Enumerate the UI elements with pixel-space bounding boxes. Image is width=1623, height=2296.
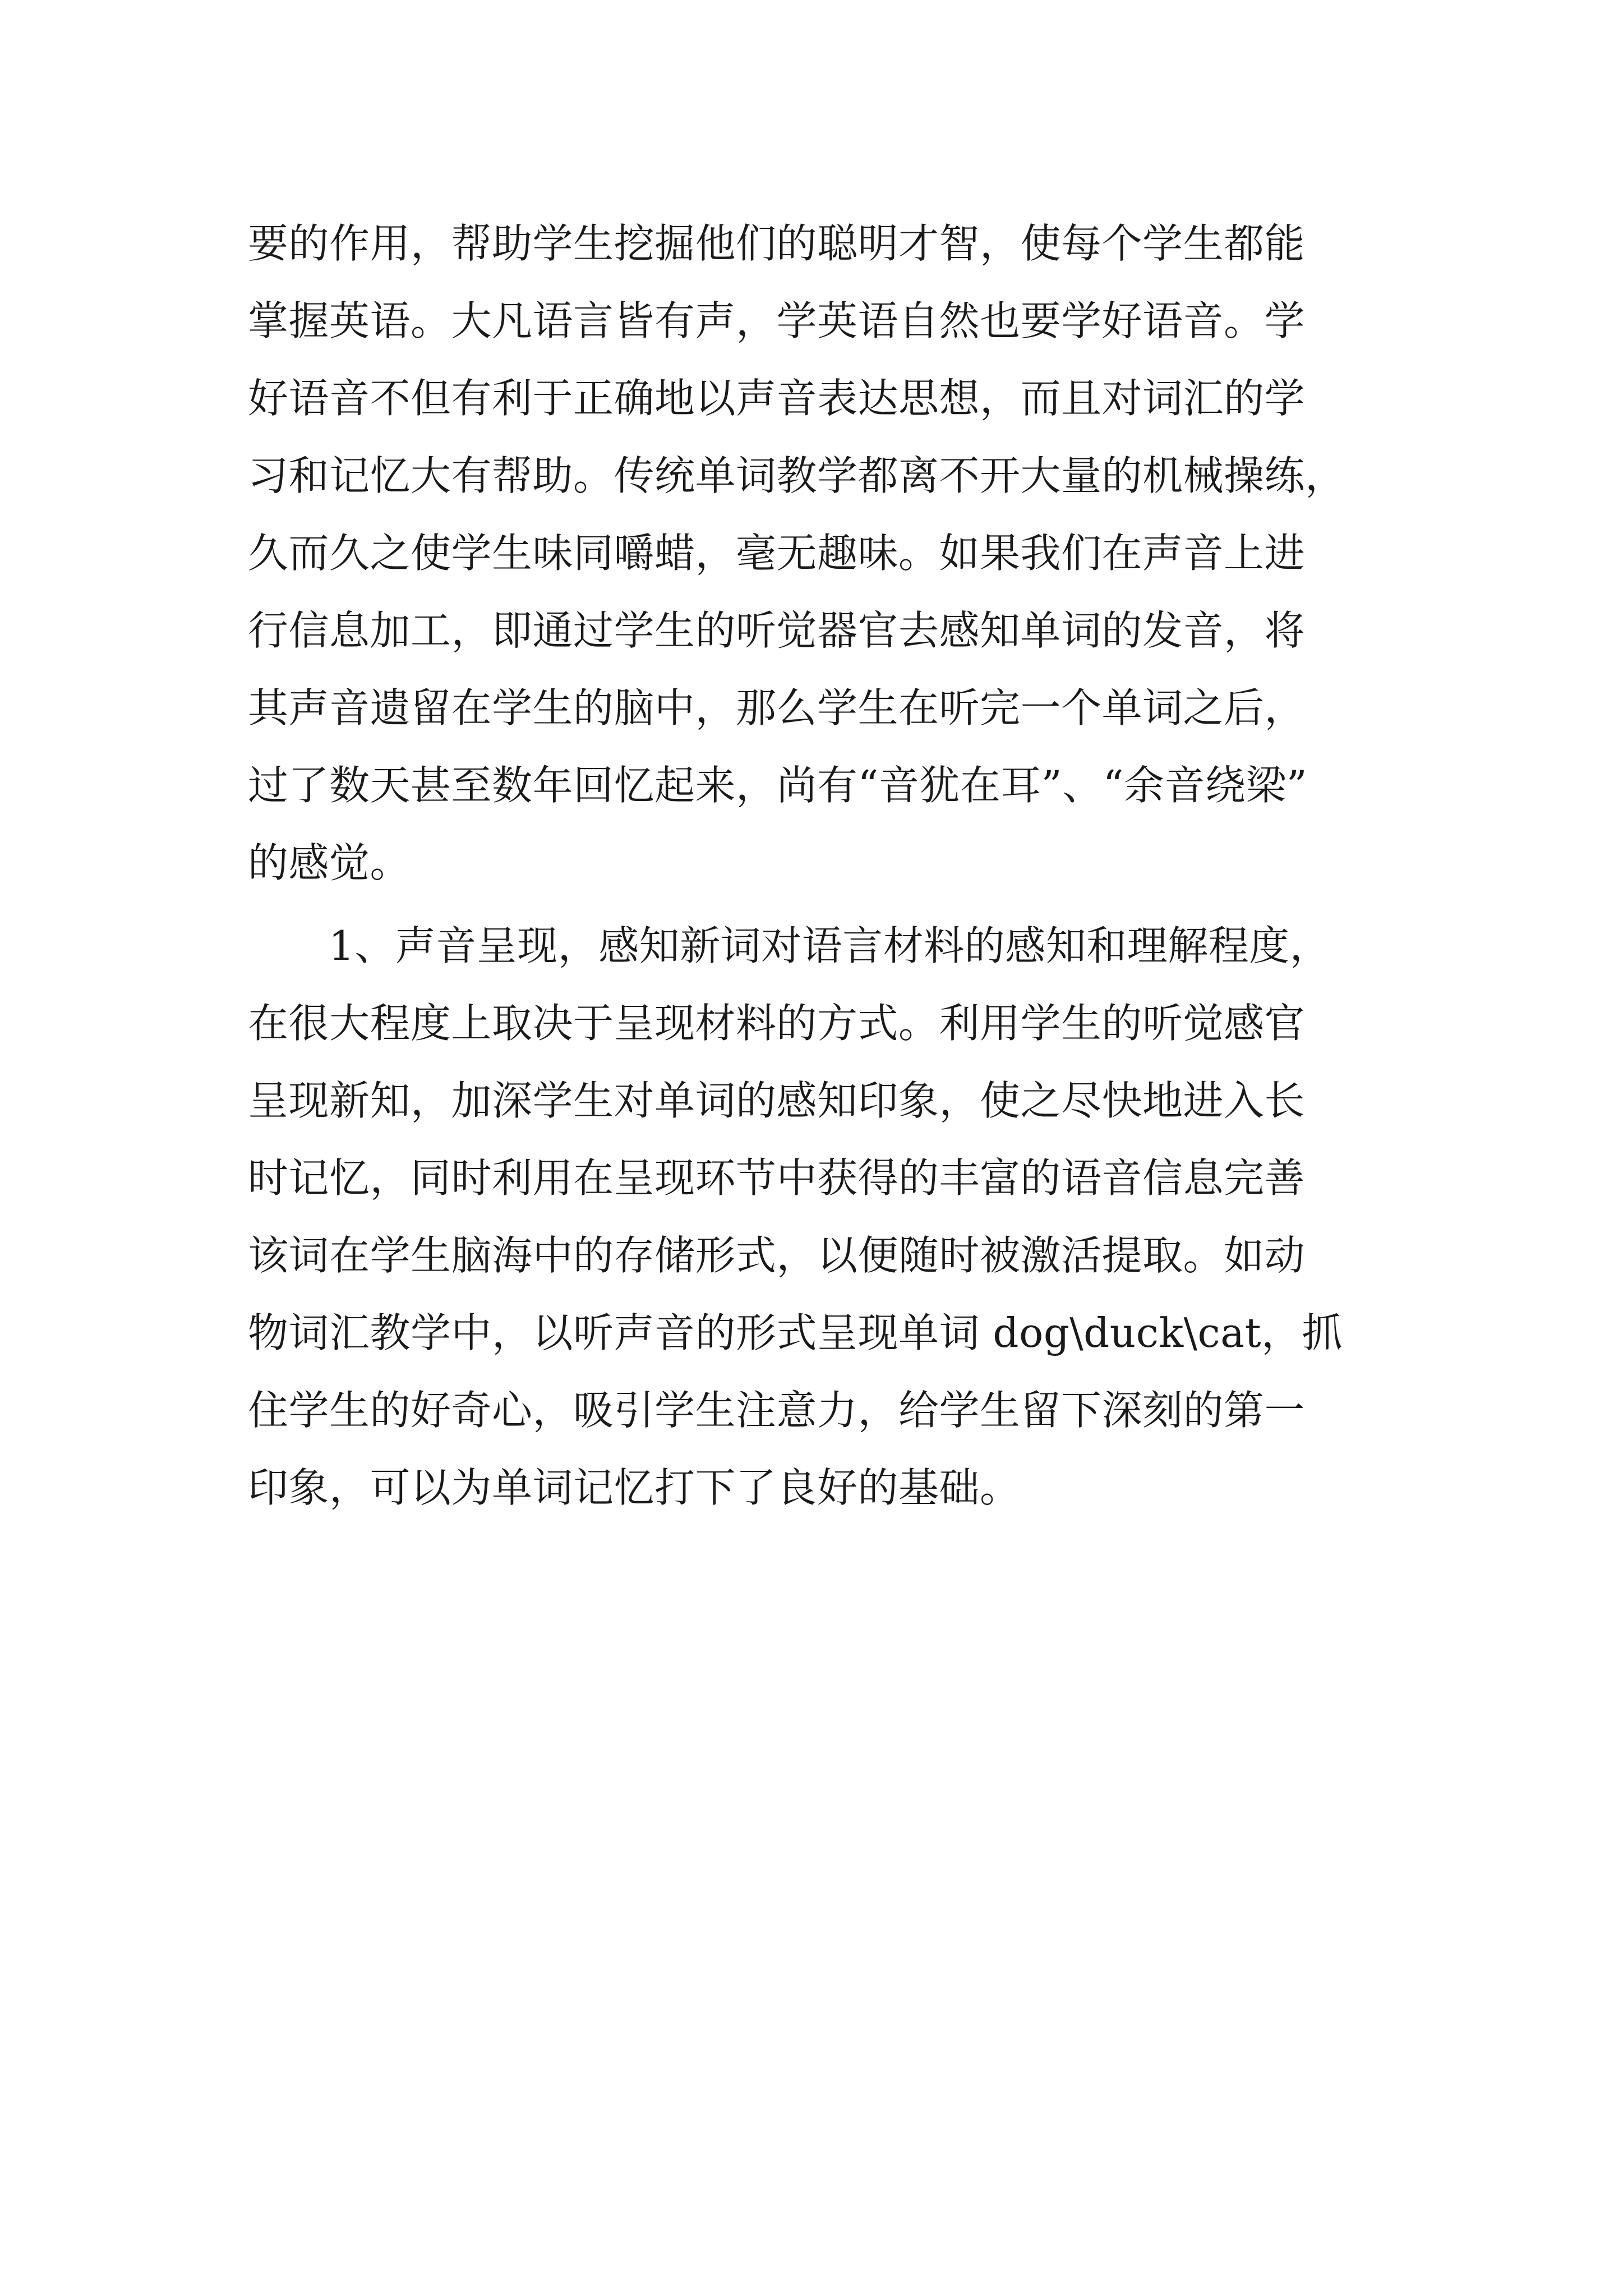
paragraph-line: 好语音不但有利于正确地以声音表达思想，而且对词汇的学 — [248, 375, 1306, 422]
paragraph-line: 呈现新知，加深学生对单词的感知印象，使之尽快地进入长 — [248, 1077, 1306, 1124]
paragraph-line: 印象，可以为单词记忆打下了良好的基础。 — [248, 1464, 1021, 1511]
paragraph-line: 在很大程度上取决于呈现材料的方式。利用学生的听觉感官 — [248, 1000, 1306, 1047]
paragraph-line: 习和记忆大有帮助。传统单词教学都离不开大量的机械操练， — [248, 452, 1346, 499]
paragraph-line: 的感觉。 — [248, 839, 411, 886]
paragraph-line: 要的作用，帮助学生挖掘他们的聪明才智，使每个学生都能 — [248, 220, 1306, 267]
paragraph-line: 掌握英语。大凡语言皆有声，学英语自然也要学好语音。学 — [248, 297, 1306, 344]
paragraph-line: 其声音遗留在学生的脑中，那么学生在听完一个单词之后， — [248, 684, 1306, 731]
paragraph-line: 行信息加工，即通过学生的听觉器官去感知单词的发音，将 — [248, 607, 1306, 654]
paragraph-line: 时记忆，同时利用在呈现环节中获得的丰富的语音信息完善 — [248, 1154, 1306, 1202]
paragraph-line: 该词在学生脑海中的存储形式，以便随时被激活提取。如动 — [248, 1232, 1306, 1279]
paragraph-line: 住学生的好奇心，吸引学生注意力，给学生留下深刻的第一 — [248, 1387, 1306, 1434]
paragraph-line: 过了数天甚至数年回忆起来，尚有“音犹在耳”、“余音绕梁” — [248, 762, 1308, 809]
paragraph-line: 物词汇教学中，以听声音的形式呈现单词 dog\duck\cat，抓 — [248, 1309, 1343, 1356]
paragraph-line: 1、声音呈现，感知新词对语言材料的感知和理解程度， — [329, 922, 1331, 969]
paragraph-line: 久而久之使学生味同嚼蜡，毫无趣味。如果我们在声音上进 — [248, 530, 1306, 577]
